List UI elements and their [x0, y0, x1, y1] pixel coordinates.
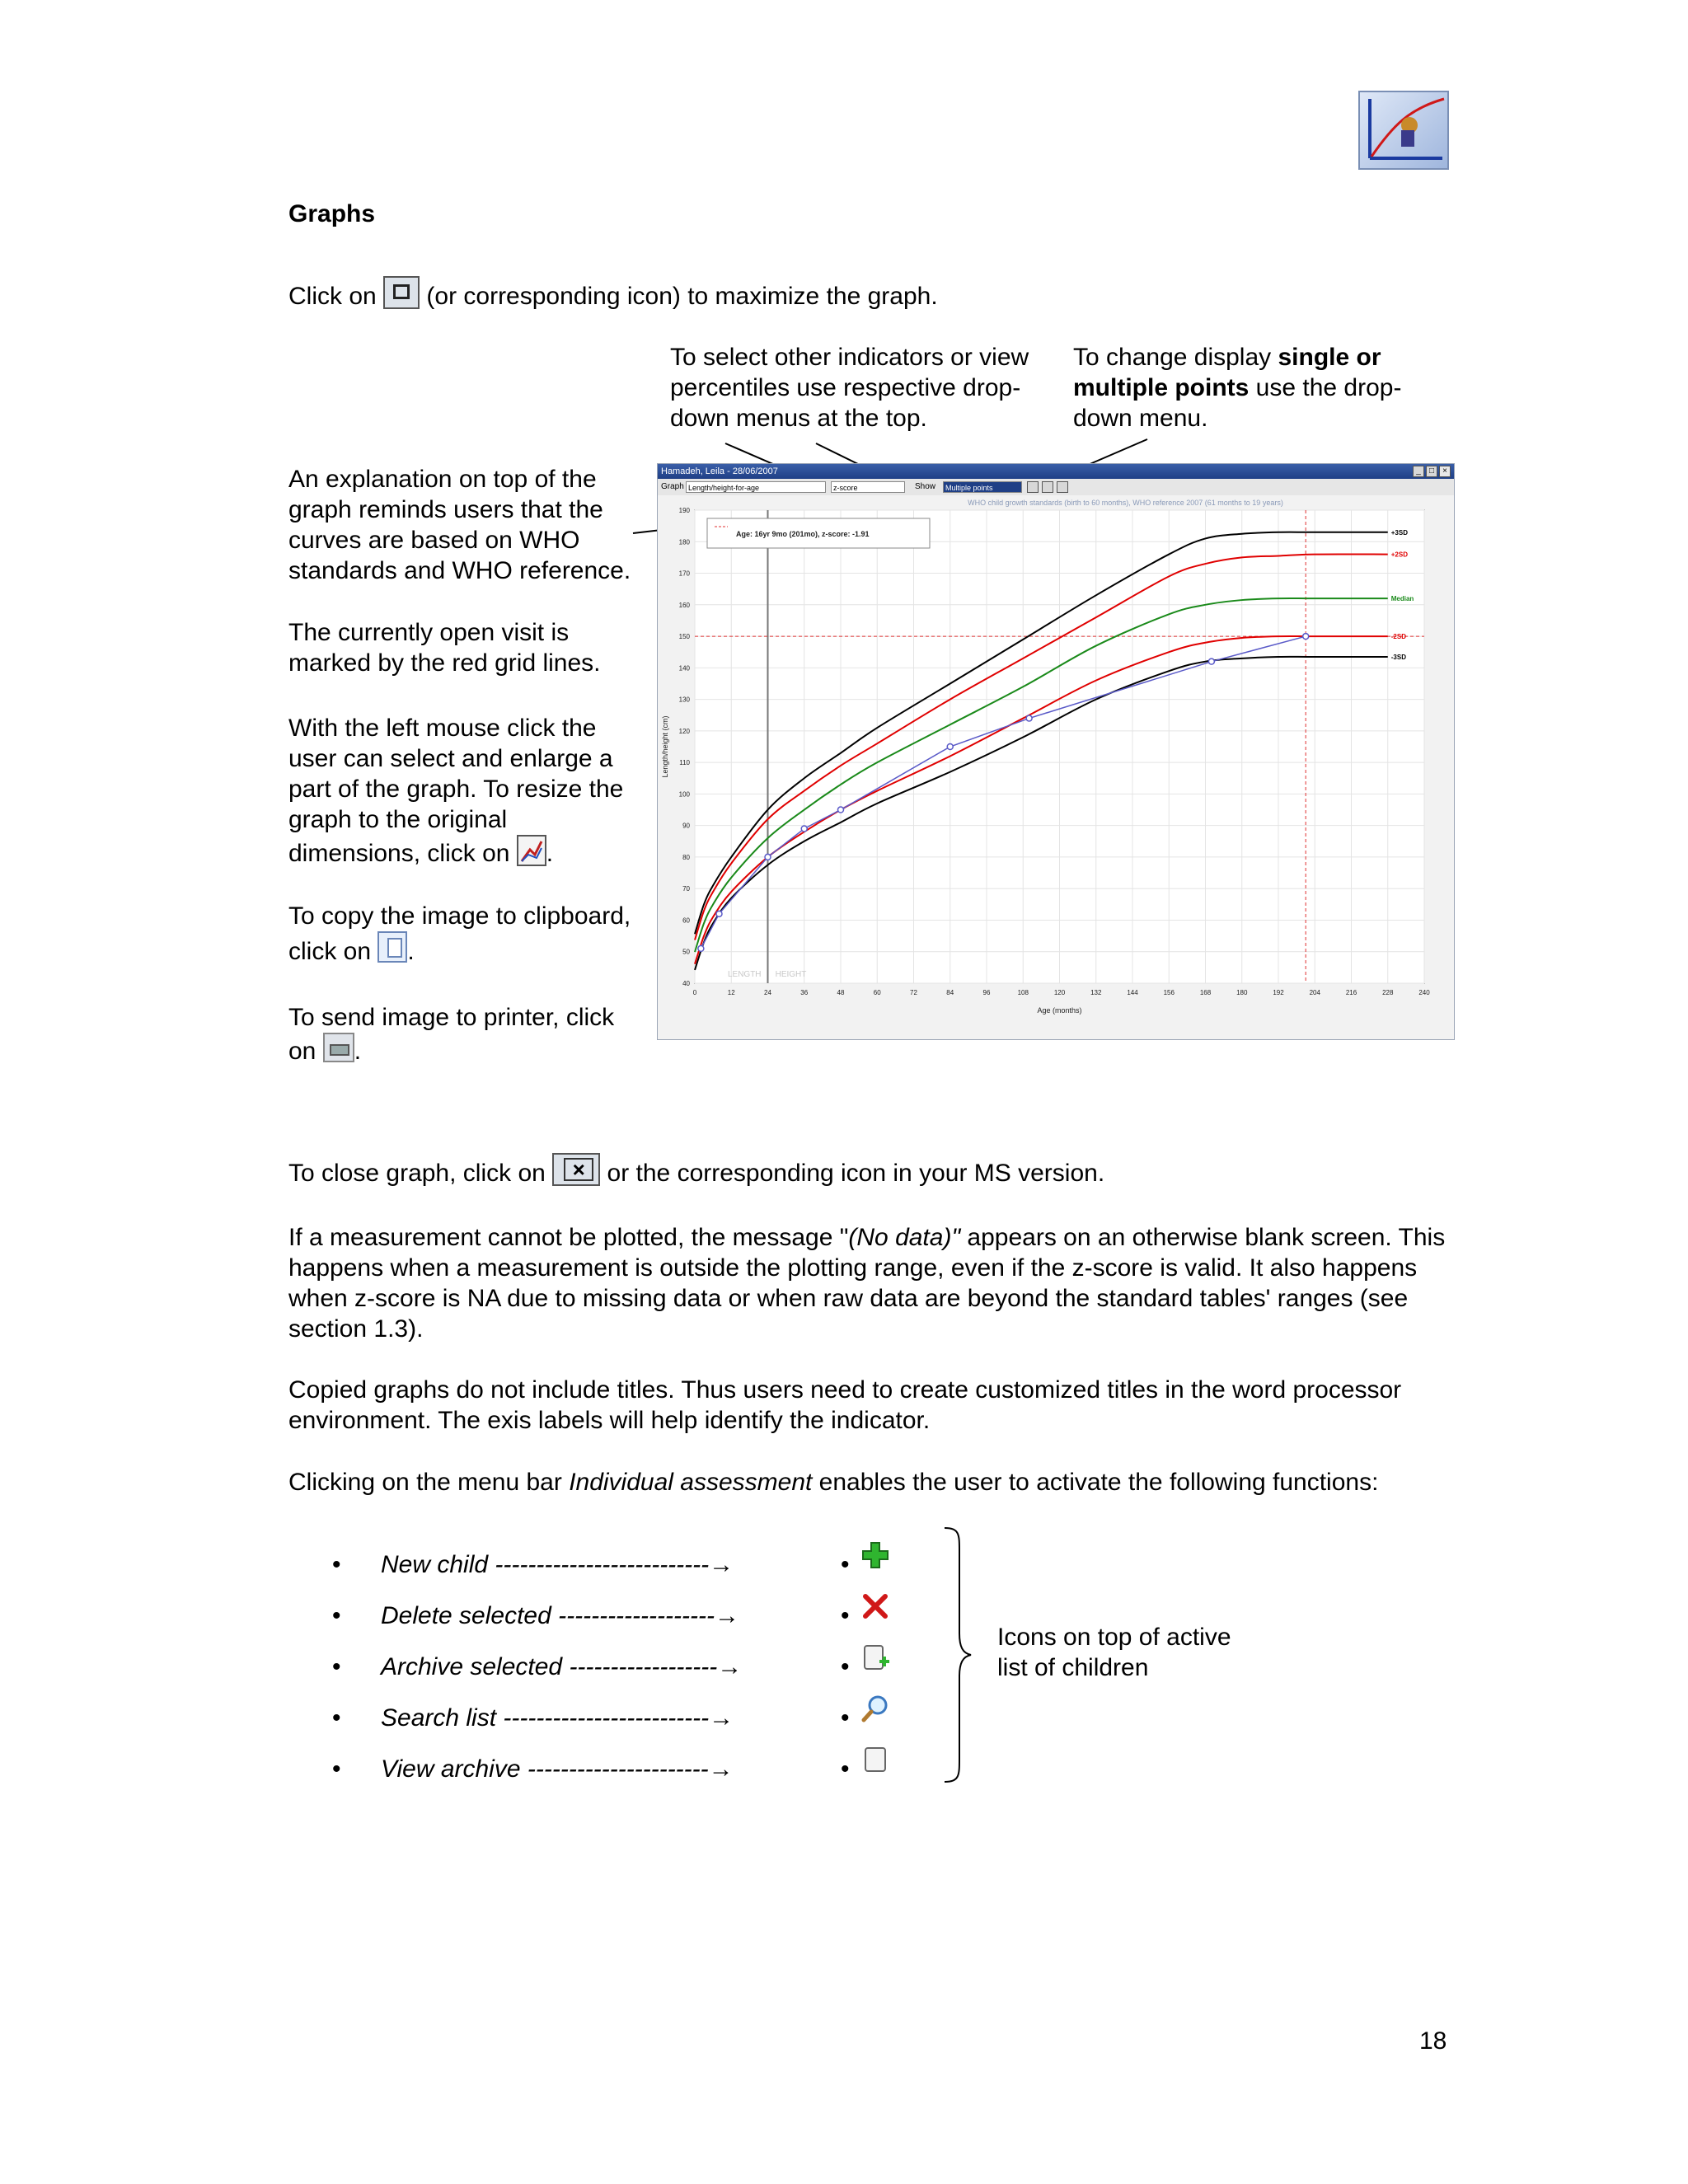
y-tick-label: 190: [678, 507, 690, 514]
region-label-height: HEIGHT: [775, 970, 807, 979]
series-label--3SD: -3SD: [1390, 653, 1406, 661]
growth-chart[interactable]: [658, 495, 1454, 1039]
legend-text: Age: 16yr 9mo (201mo), z-score: -1.91: [736, 530, 870, 538]
child-measurement-point: [947, 744, 953, 750]
menu-after: enables the user to activate the following functions:: [812, 1469, 1379, 1496]
zscore-dropdown[interactable]: z-score: [831, 481, 905, 493]
y-tick-label: 180: [678, 538, 690, 546]
function-view-archive: View archive ----------------------→: [381, 1755, 734, 1783]
y-tick-label: 130: [678, 696, 690, 704]
series-label-+2SD: +2SD: [1390, 551, 1408, 559]
print-text: To send image to printer, click on: [288, 1004, 615, 1065]
bullet: •: [841, 1653, 850, 1680]
y-axis-label: Length/height (cm): [661, 715, 669, 778]
function-delete-selected: Delete selected -------------------→: [381, 1602, 739, 1629]
x-tick-label: 228: [1382, 989, 1394, 996]
x-tick-label: 60: [873, 989, 881, 996]
y-tick-label: 90: [682, 822, 690, 830]
y-tick-label: 120: [678, 727, 690, 735]
x-tick-label: 240: [1418, 989, 1430, 996]
child-measurement-point: [698, 945, 704, 951]
x-tick-label: 72: [910, 989, 917, 996]
y-tick-label: 50: [682, 948, 690, 956]
y-tick-label: 140: [678, 664, 690, 673]
nodata-after: appears on an otherwise blank screen. This happens when a measurement is outside the plotting range, even if the z-score is valid. It also happens when z-score is NA due to missing data or when raw data are beyond the standard tables' ranges (see section 1.3).: [288, 1224, 1446, 1343]
indicator-callout: To select other indicators or view percentiles use respective drop-down menus at the top.: [670, 344, 1029, 432]
child-measurement-point: [838, 807, 844, 813]
x-tick-label: 0: [692, 989, 697, 996]
restore-button[interactable]: □: [1426, 466, 1437, 477]
x-tick-label: 168: [1199, 989, 1212, 996]
y-tick-label: 100: [678, 790, 690, 799]
x-tick-label: 204: [1309, 989, 1320, 996]
bullet: •: [332, 1755, 341, 1783]
view-archive-icon[interactable]: [861, 1746, 889, 1774]
maximize-text-before: Click on: [288, 283, 377, 310]
x-tick-label: 132: [1090, 989, 1102, 996]
plus-icon[interactable]: [861, 1541, 889, 1569]
maximize-text-after: (or corresponding icon) to maximize the graph.: [426, 283, 938, 310]
y-tick-label: 60: [682, 916, 690, 925]
print-period: .: [354, 1038, 362, 1065]
toolbar-resize-icon[interactable]: [1057, 481, 1068, 493]
function-archive-selected: Archive selected ------------------→: [381, 1653, 743, 1680]
x-tick-label: 216: [1345, 989, 1357, 996]
bullet: •: [332, 1551, 341, 1578]
close-text-before: To close graph, click on: [288, 1160, 546, 1187]
window-title: Hamadeh, Leila - 28/06/2007: [661, 466, 778, 476]
red-lines-note: The currently open visit is marked by the red grid lines.: [288, 619, 601, 677]
toolbar-copy-icon[interactable]: [1042, 481, 1053, 493]
graph-window-screenshot: [657, 463, 1455, 1040]
region-label-length: LENGTH: [727, 970, 762, 979]
show-points-dropdown[interactable]: Multiple points: [943, 481, 1022, 493]
bullet: •: [841, 1755, 850, 1783]
x-tick-label: 108: [1017, 989, 1029, 996]
x-tick-label: 24: [764, 989, 771, 996]
x-tick-label: 12: [727, 989, 735, 996]
copy-text: To copy the image to clipboard, click on: [288, 902, 631, 965]
function-search-list: Search list -------------------------→: [381, 1704, 734, 1732]
x-tick-label: 192: [1273, 989, 1284, 996]
page-number: 18: [1419, 2027, 1447, 2055]
child-measurement-point: [765, 854, 771, 860]
bullet: •: [841, 1551, 850, 1578]
copy-period: .: [407, 938, 415, 965]
x-tick-label: 156: [1163, 989, 1175, 996]
chart-title: WHO child growth standards (birth to 60 months), WHO reference 2007 (61 months to 19 years): [968, 499, 1283, 507]
bullet: •: [841, 1602, 850, 1629]
series-label-Median: Median: [1390, 595, 1414, 603]
y-tick-label: 170: [678, 569, 690, 578]
display-callout-suffix: use the drop-down menu.: [1073, 374, 1402, 432]
section-heading: Graphs: [288, 200, 376, 227]
close-text-after: or the corresponding icon in your MS version.: [607, 1160, 1105, 1187]
child-measurement-point: [1303, 634, 1309, 640]
child-measurement-point: [716, 911, 722, 916]
explanation-note: An explanation on top of the graph reminds users that the curves are based on WHO standards and WHO reference.: [288, 466, 631, 584]
x-tick-label: 120: [1053, 989, 1066, 996]
graph-label: Graph: [661, 482, 684, 491]
bullet: •: [332, 1653, 341, 1680]
minimize-button[interactable]: _: [1413, 466, 1424, 477]
menu-bar-paragraph: [288, 1467, 1459, 1497]
x-tick-label: 144: [1127, 989, 1138, 996]
display-callout-prefix: To change display: [1073, 344, 1278, 371]
toolbar-print-icon[interactable]: [1027, 481, 1039, 493]
menu-before: Clicking on the menu bar: [288, 1469, 570, 1496]
enlarge-period: .: [546, 840, 554, 867]
delete-x-icon[interactable]: [861, 1592, 889, 1620]
y-tick-label: 150: [678, 633, 690, 641]
y-tick-label: 40: [682, 980, 690, 987]
menu-italic: Individual assessment: [569, 1469, 813, 1496]
bullet: •: [332, 1602, 341, 1629]
y-tick-label: 80: [682, 853, 690, 861]
nodata-paragraph: [288, 1222, 1459, 1344]
y-tick-label: 160: [678, 601, 690, 609]
x-tick-label: 48: [837, 989, 845, 996]
child-measurement-point: [1026, 715, 1032, 721]
display-callout-bold: single or multiple points: [1073, 344, 1381, 401]
close-window-button[interactable]: ×: [1439, 466, 1451, 477]
function-new-child: New child --------------------------→: [381, 1551, 734, 1578]
close-graph-icon[interactable]: ×: [552, 1153, 600, 1186]
child-measurement-point: [801, 826, 807, 832]
series-label-+3SD: +3SD: [1390, 528, 1408, 537]
nodata-before: If a measurement cannot be plotted, the message ": [288, 1224, 849, 1251]
x-tick-label: 84: [946, 989, 954, 996]
close-instruction: [288, 1153, 1104, 1188]
enlarge-text: With the left mouse click the user can select and enlarge a part of the graph. To resize the graph to the original dimensions, click on: [288, 715, 624, 867]
y-tick-label: 110: [679, 759, 690, 767]
series-label--2SD: -2SD: [1390, 633, 1406, 641]
x-tick-label: 180: [1236, 989, 1248, 996]
graph-toolbar: [658, 479, 1454, 496]
nodata-italic: (No data)": [848, 1224, 961, 1251]
icons-note: Icons on top of active list of children: [997, 1624, 1231, 1681]
bullet: •: [332, 1704, 341, 1732]
x-axis-label: Age (months): [1037, 1006, 1082, 1015]
magnifier-icon[interactable]: [861, 1694, 889, 1722]
graph-indicator-dropdown[interactable]: Length/height-for-age: [686, 481, 826, 493]
copied-graphs-paragraph: Copied graphs do not include titles. Thus users need to create customized titles in the word processor environment. The exis labels will help identify the indicator.: [288, 1376, 1402, 1434]
show-label: Show: [915, 482, 936, 491]
window-titlebar: [658, 464, 1454, 479]
x-tick-label: 36: [800, 989, 809, 996]
child-measurement-point: [1208, 658, 1214, 664]
bullet: •: [841, 1704, 850, 1732]
y-tick-label: 70: [682, 885, 690, 893]
brace-icon: [941, 1526, 974, 1783]
x-tick-label: 96: [982, 989, 991, 996]
archive-icon[interactable]: [861, 1643, 889, 1671]
